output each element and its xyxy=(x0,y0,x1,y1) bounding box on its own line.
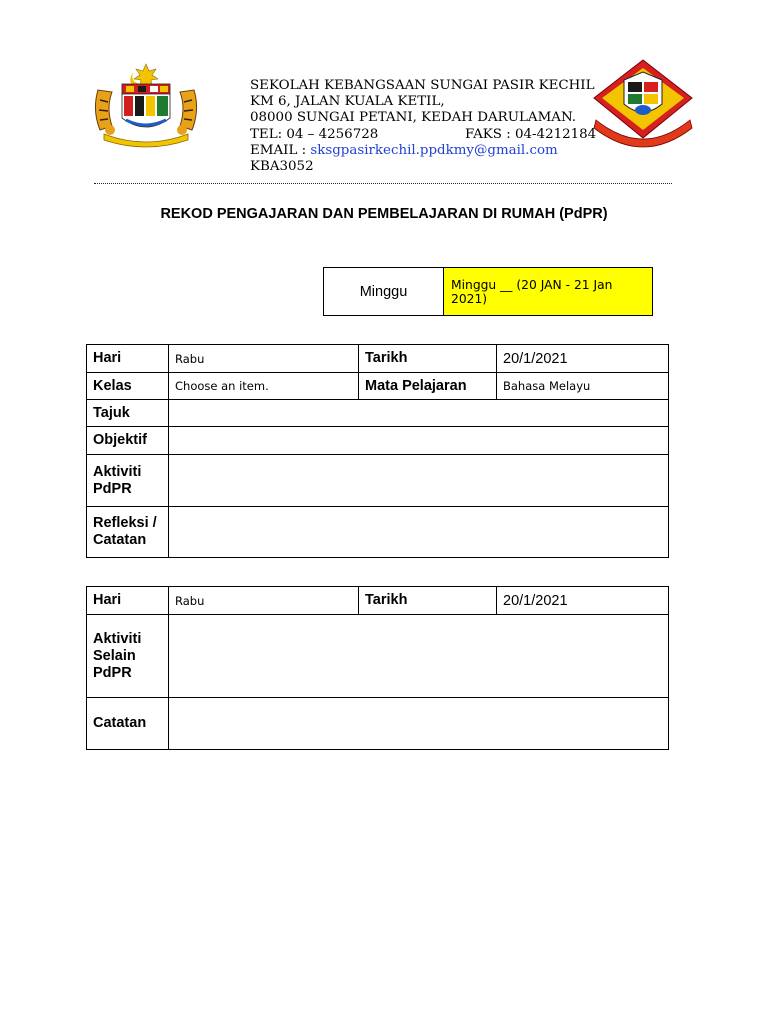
address-line-1: KM 6, JALAN KUALA KETIL, xyxy=(250,94,445,110)
aktiviti-pdpr-field[interactable] xyxy=(169,455,669,507)
table-row xyxy=(87,455,669,507)
week-field xyxy=(323,267,653,316)
tarikh-field[interactable]: 20/1/2021 xyxy=(497,345,669,373)
tarikh-label: Tarikh xyxy=(359,587,497,615)
school-name: SEKOLAH KEBANGSAAN SUNGAI PASIR KECHIL xyxy=(250,78,595,93)
refleksi-label: Refleksi / Catatan xyxy=(87,507,169,558)
school-code: KBA3052 xyxy=(250,159,314,175)
table-row xyxy=(87,698,669,750)
week-value-field[interactable]: Minggu __ (20 JAN - 21 Jan 2021) xyxy=(444,268,652,315)
email-link[interactable]: sksgpasirkechil.ppdkmy@gmail.com xyxy=(310,142,558,158)
week-label: Minggu xyxy=(324,268,444,315)
mata-pelajaran-label: Mata Pelajaran xyxy=(359,373,497,400)
tarikh-field[interactable]: 20/1/2021 xyxy=(497,587,669,615)
contact-row xyxy=(250,126,597,143)
aktiviti-selain-pdpr-label: Aktiviti Selain PdPR xyxy=(87,615,169,698)
header-divider xyxy=(94,183,672,184)
hari-label: Hari xyxy=(87,345,169,373)
tajuk-label: Tajuk xyxy=(87,400,169,427)
tarikh-label: Tarikh xyxy=(359,345,497,373)
table-row xyxy=(87,615,669,698)
aktiviti-selain-pdpr-field[interactable] xyxy=(169,615,669,698)
catatan-label: Catatan xyxy=(87,698,169,750)
email-label: EMAIL : xyxy=(250,142,311,158)
table-row xyxy=(87,587,669,615)
table-row xyxy=(87,507,669,558)
hari-field[interactable]: Rabu xyxy=(169,587,359,615)
non-pdpr-activity-table xyxy=(86,586,669,750)
kelas-dropdown[interactable]: Choose an item. xyxy=(169,373,359,400)
table-row xyxy=(87,345,669,373)
catatan-field[interactable] xyxy=(169,698,669,750)
tajuk-field[interactable] xyxy=(169,400,669,427)
refleksi-field[interactable] xyxy=(169,507,669,558)
hari-field[interactable]: Rabu xyxy=(169,345,359,373)
fax-number: FAKS : 04-4212184 xyxy=(465,126,597,142)
hari-label: Hari xyxy=(87,587,169,615)
table-row xyxy=(87,400,669,427)
mata-pelajaran-field[interactable]: Bahasa Melayu xyxy=(497,373,669,400)
pdpr-record-table xyxy=(86,344,669,558)
kelas-label: Kelas xyxy=(87,373,169,400)
school-badge-logo xyxy=(590,58,696,154)
tel-number: TEL: 04 – 4256728 xyxy=(250,126,379,142)
email-row xyxy=(250,143,594,159)
table-row xyxy=(87,373,669,400)
coat-of-arms-logo xyxy=(90,60,202,152)
address-line-2: 08000 SUNGAI PETANI, KEDAH DARULAMAN. xyxy=(250,110,577,126)
objektif-field[interactable] xyxy=(169,427,669,455)
aktiviti-pdpr-label: Aktiviti PdPR xyxy=(87,455,169,507)
objektif-label: Objektif xyxy=(87,427,169,455)
school-header xyxy=(250,78,597,175)
table-row xyxy=(87,427,669,455)
page-title: REKOD PENGAJARAN DAN PEMBELAJARAN DI RUMAH (PdPR) xyxy=(160,206,608,222)
